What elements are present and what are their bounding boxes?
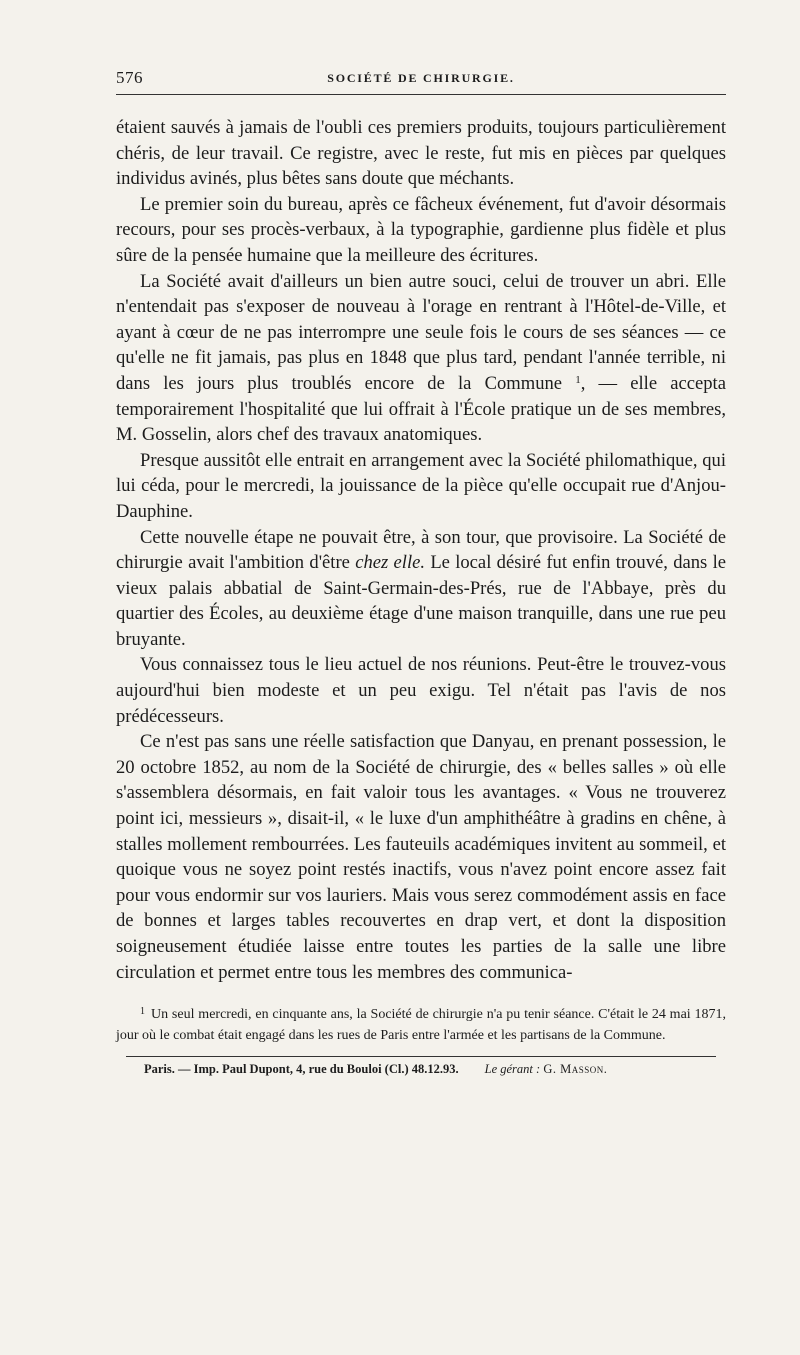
paragraph-3: [116, 269, 726, 448]
page-header: [116, 64, 726, 95]
paragraph-4: Presque aussitôt elle entrait en arrangement avec la Société philomathique, qui lui céda, pour le mercredi, la jouissance de la pièce qu'elle occupait rue d'Anjou-Dauphine.: [116, 449, 726, 522]
paragraph-6: Vous connaissez tous le lieu actuel de nos réunions. Peut-être le trouvez-vous aujourd'hui bien modeste et un peu exigu. Tel n'était pas l'avis de nos prédécesseurs.: [116, 654, 726, 727]
document-page: [116, 64, 726, 1077]
paragraph-7: Ce n'est pas sans une réelle satisfaction que Danyau, en prenant possession, le 20 octobre 1852, au nom de la Société de chirurgie, des « belles salles » où elle s'assemblera désormais, en fait valoir tous les avantages. « Vous ne trouverez point ici, messieurs », disait-il, « le luxe d'un amphithéâtre à gradins en chêne, à stalles mollement rembourrées. Les fauteuils académiques invitent au sommeil, et quoique vous ne soyez point restés inactifs, vous n'avez point encore assez fait pour vous endormir sur vos lauriers. Mais vous serez commodément assis en face de bonnes et larges tables recouvertes en drap vert, et dont la disposition soigneusement étudiée laisse entre toutes les parties de la salle une libre circulation et permet entre tous les membres des communica-: [116, 731, 726, 983]
page-number: 576: [116, 68, 143, 87]
paragraph-5-text-a: Cette nouvelle étape ne pouvait être, à son tour, que provisoire. La Société de chirurgie avait l'ambition d'être: [116, 526, 726, 574]
footnote-reference: 1: [575, 373, 581, 386]
paragraph-3-text-a: La Société avait d'ailleurs un bien autre souci, celui de trouver un abri. Elle n'entendait pas s'exposer de nouveau à l'orage en rentrant à l'Hôtel-de-Ville, et ayant à cœur de ne pas interrompre une seule fois le cours de ses séances — ce qu'elle ne fit jamais, pas plus en 1848 que plus tard, pendant l'année terrible, ni dans les jours plus troublés encore de la Commune: [116, 270, 726, 394]
paragraph-2: Le premier soin du bureau, après ce fâcheux événement, fut d'avoir désormais recours, pour ses procès-verbaux, à la typographie, gardienne plus fidèle et plus sûre de la pensée humaine que la meilleure des écritures.: [116, 193, 726, 266]
manager-credit: [485, 1061, 608, 1077]
manager-label: Le gérant :: [484, 1062, 541, 1077]
paragraph-1: étaient sauvés à jamais de l'oubli ces premiers produits, toujours particulièrement chéris, de leur travail. Ce registre, avec le reste, fut mis en pièces par quelques individus avinés, plus bêtes sans doute que méchants.: [116, 117, 726, 190]
footnote-text: Un seul mercredi, en cinquante ans, la Société de chirurgie n'a pu tenir séance. C'était le 24 mai 1871, jour où le combat était engagé dans les rues de Paris entre l'armée et les partisans de la Commune.: [116, 1007, 726, 1044]
paragraph-5-text-b: Le local désiré fut enfin trouvé, dans le vieux palais abbatial de Saint-Germain-des-Prés, rue de l'Abbaye, près du quartier des Écoles, au deuxième étage d'une maison tranquille, dans une rue peu bruyante.: [116, 552, 726, 650]
printer-info: Paris. — Imp. Paul Dupont, 4, rue du Bouloi (Cl.) 48.12.93.: [144, 1062, 459, 1077]
footnote-1: [116, 1001, 726, 1046]
body-text: [116, 115, 726, 985]
manager-name: G. Masson.: [543, 1062, 608, 1077]
paragraph-5: [116, 525, 726, 653]
emphasis-chez-elle: chez elle.: [355, 552, 426, 574]
footnotes: [116, 1001, 726, 1046]
imprint-divider: [126, 1056, 716, 1057]
paragraph-3-text-b: , — elle accepta temporairement l'hospitalité que lui offrait à l'École pratique un de ses membres, M. Gosselin, alors chef des travaux anatomiques.: [116, 372, 726, 446]
imprint-line: [144, 1061, 726, 1077]
running-head: SOCIÉTÉ DE CHIRURGIE.: [327, 71, 515, 85]
footnote-mark: 1: [140, 1006, 145, 1018]
